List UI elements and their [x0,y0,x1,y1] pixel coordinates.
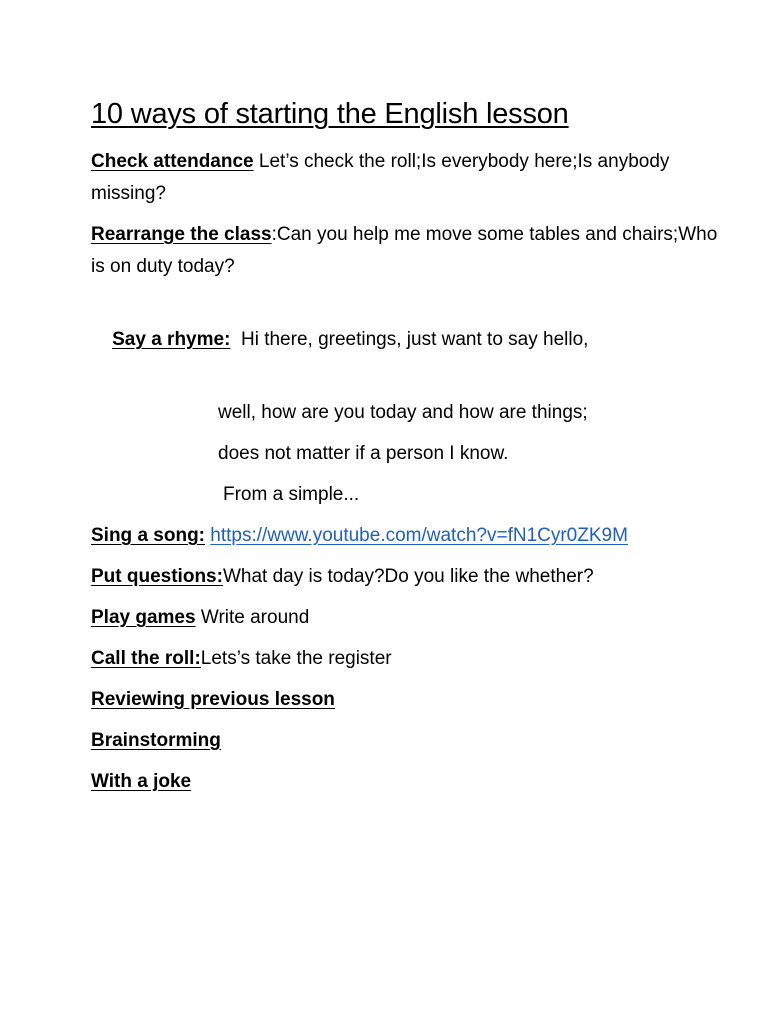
item-text: Lets’s take the register [200,648,392,669]
rhyme-line: well, how are you today and how are things; [218,402,588,423]
item-reviewing-previous-lesson [91,684,731,716]
item-label: Call the roll: [91,648,201,669]
item-label: Check attendance [91,151,254,172]
item-text: Hi there, greetings, just want to say hello, [230,329,589,350]
item-label: Play games [91,607,196,628]
item-text: :Can you help me move some tables and chairs;Who is on duty today? [91,224,718,277]
item-put-questions [91,561,731,593]
item-label: Put questions: [91,566,223,587]
item-say-a-rhyme [91,292,731,388]
item-text: Write around [195,607,310,628]
document-page [91,96,731,807]
item-label: Say a rhyme: [112,329,231,350]
item-text: What day is today?Do you like the whether? [222,566,594,587]
item-text: Let’s check the roll;Is everybody here;Is anybody missing? [91,151,670,204]
item-check-attendance [91,146,731,210]
item-sing-a-song [91,520,731,552]
item-call-the-roll [91,643,731,675]
item-label: Reviewing previous lesson [91,689,335,710]
item-with-a-joke [91,766,731,798]
item-brainstorming [91,725,731,757]
item-label: Rearrange the class [91,224,272,245]
item-play-games [91,602,731,634]
item-label: Brainstorming [91,730,221,751]
item-label: With a joke [91,771,192,792]
rhyme-line: does not matter if a person I know. [218,443,509,464]
item-rearrange-class [91,219,731,283]
document-title: 10 ways of starting the English lesson [91,98,569,130]
rhyme-line: From a simple... [223,484,360,505]
item-label: Sing a song: [91,525,205,546]
song-link[interactable]: https://www.youtube.com/watch?v=fN1Cyr0ZK9M [210,525,628,546]
